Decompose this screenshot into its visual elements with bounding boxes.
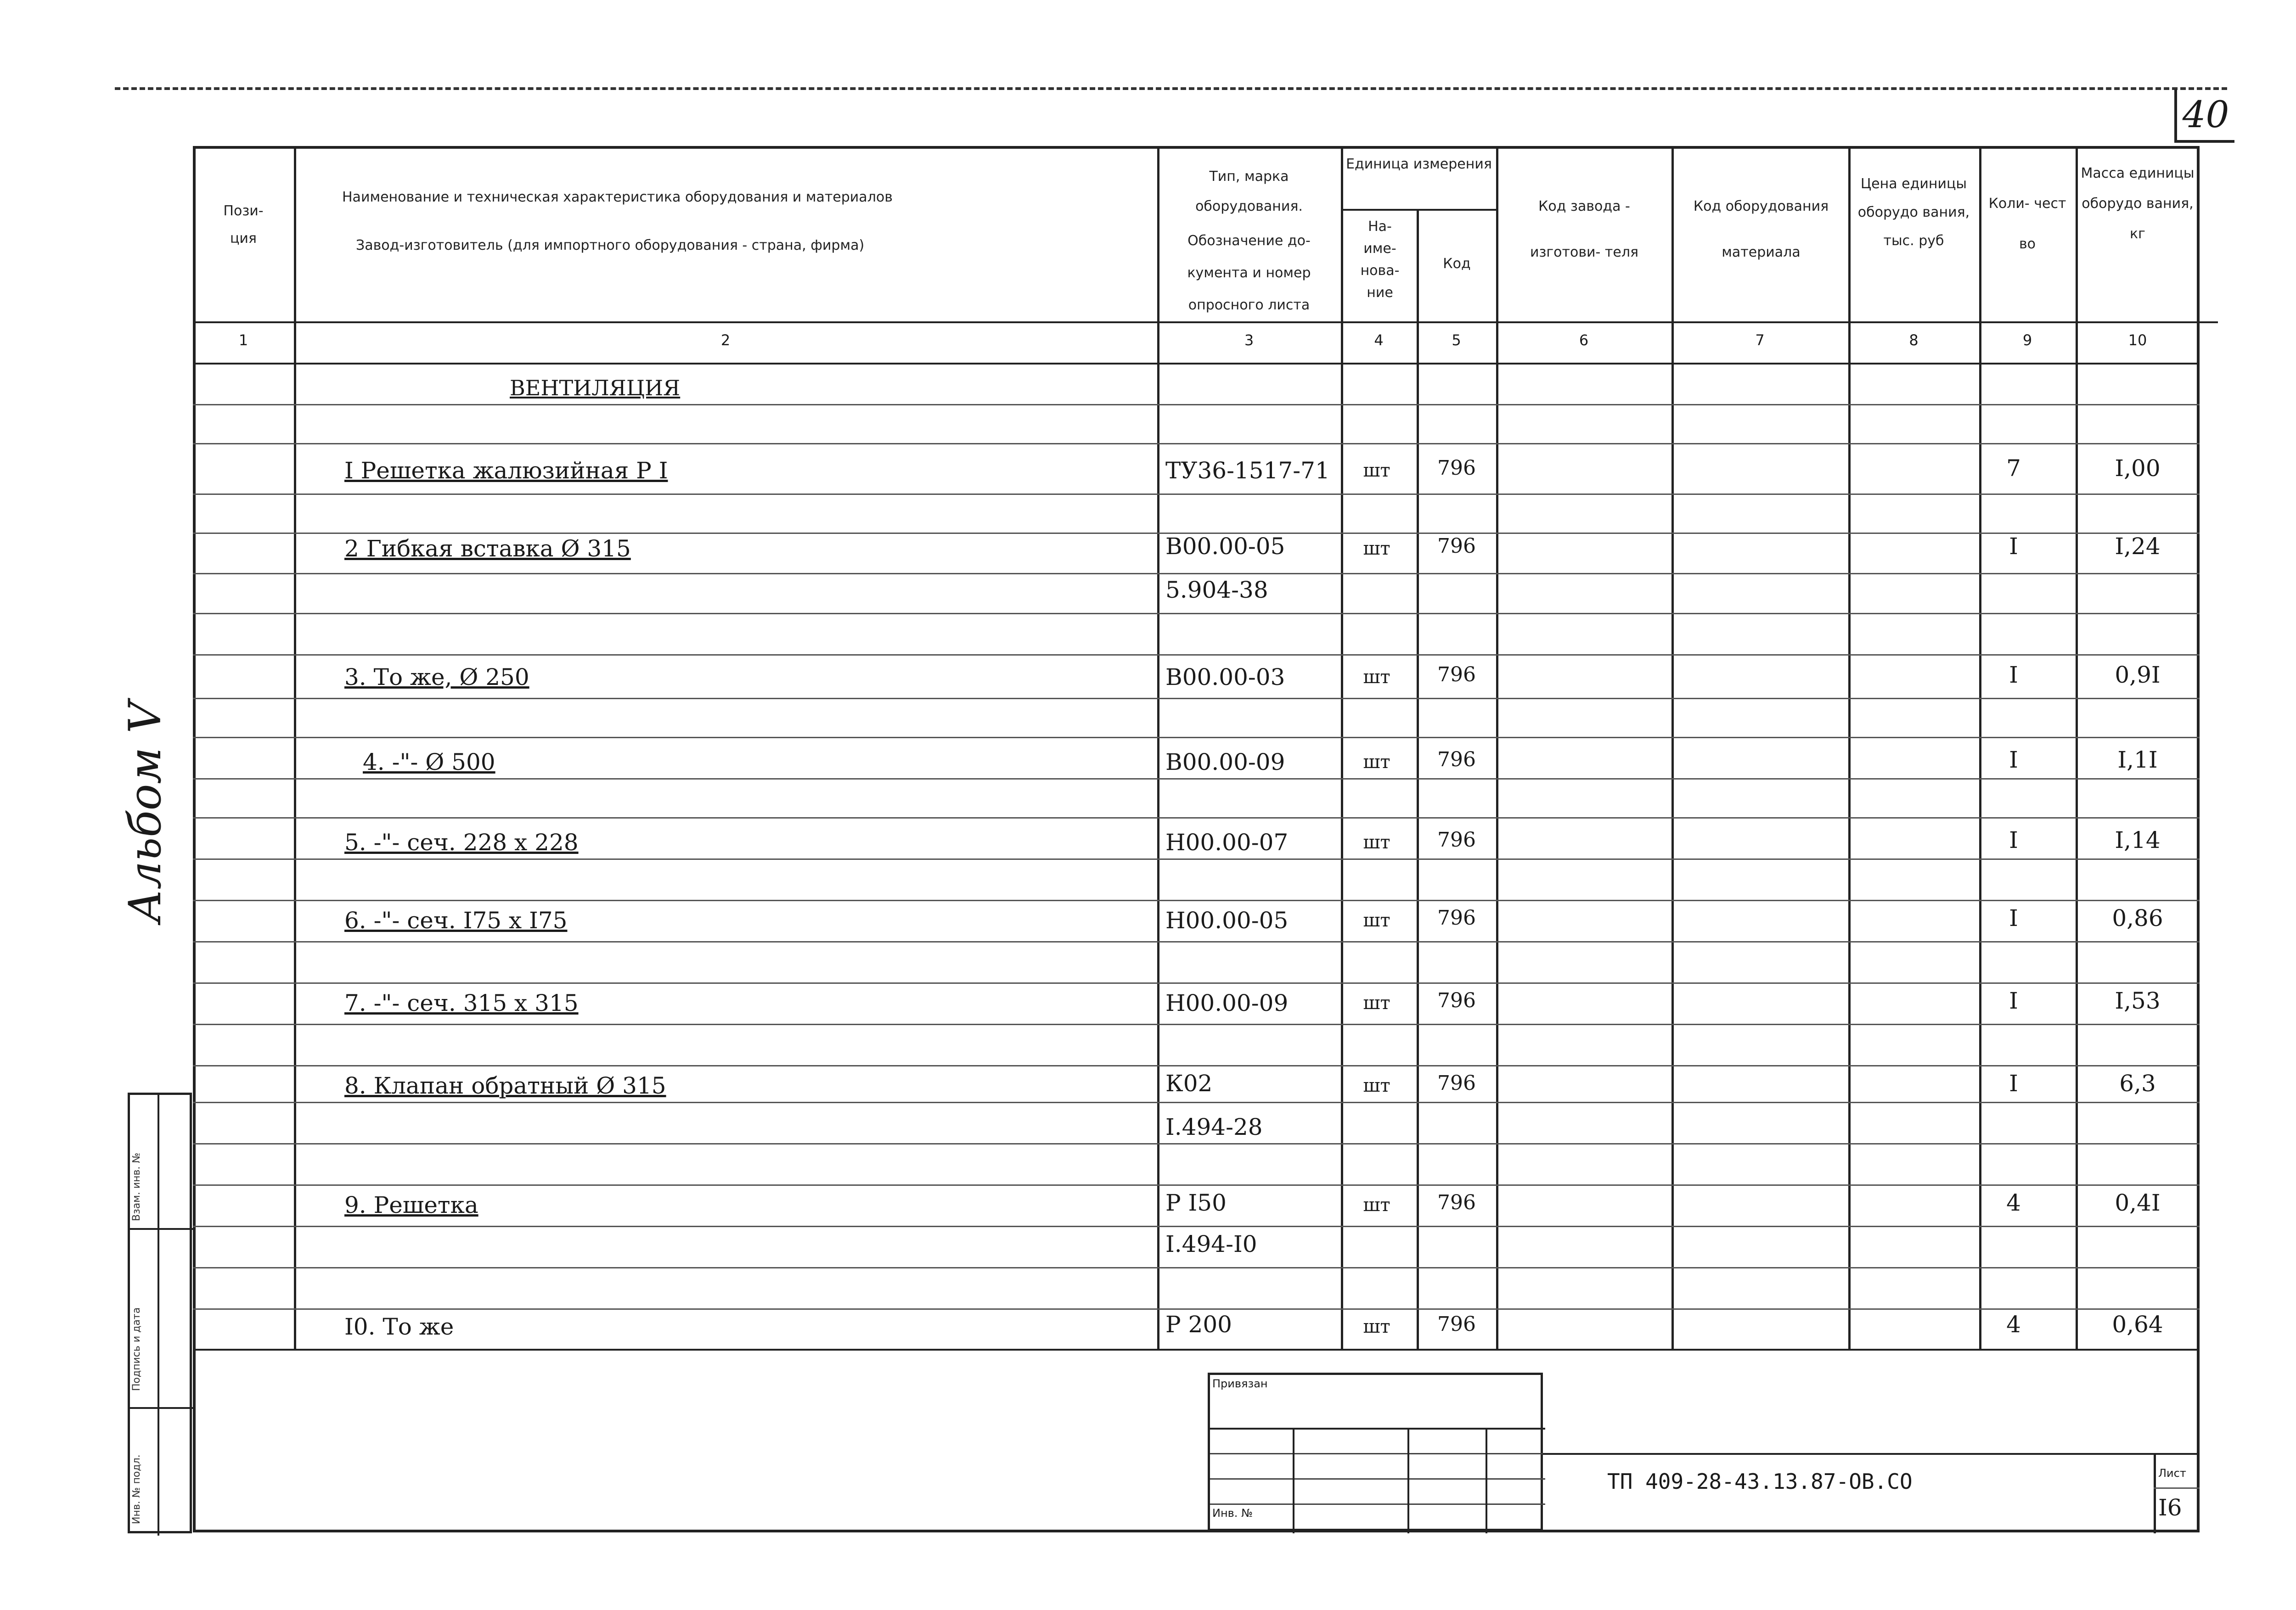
row-line bbox=[193, 941, 2200, 942]
row-8-qty: I bbox=[2009, 1070, 2018, 1097]
row-10-mass: 0,64 bbox=[2112, 1311, 2163, 1338]
col-line bbox=[1157, 146, 1159, 1349]
row-5-unit: шт bbox=[1363, 832, 1390, 853]
row-7-code: 796 bbox=[1437, 989, 1476, 1012]
row-2-mass: I,24 bbox=[2115, 533, 2161, 560]
row-line bbox=[193, 1024, 2200, 1025]
row-6-unit: шт bbox=[1363, 910, 1390, 931]
row-line bbox=[193, 778, 2200, 780]
row-2-type: В00.00-05 bbox=[1165, 533, 1285, 560]
col-line bbox=[1671, 146, 1674, 1349]
row-7-qty: I bbox=[2009, 987, 2018, 1014]
row-line bbox=[193, 1143, 2200, 1144]
header-factory-code: Код завода - изготови- теля bbox=[1530, 198, 1639, 260]
row-1-type: ТУ36-1517-71 bbox=[1165, 457, 1330, 484]
privyazan-box bbox=[1208, 1373, 1543, 1531]
row-line bbox=[193, 573, 2200, 574]
row-8-name: 8. Клапан обратный Ø 315 bbox=[344, 1072, 666, 1099]
row-1-unit: шт bbox=[1363, 460, 1390, 481]
row-9-type2: I.494-I0 bbox=[1165, 1231, 1257, 1257]
row-4-qty: I bbox=[2009, 746, 2018, 773]
row-7-unit: шт bbox=[1363, 993, 1390, 1014]
row-line bbox=[193, 737, 2200, 738]
row-3-code: 796 bbox=[1437, 663, 1476, 686]
row-line bbox=[193, 982, 2200, 984]
col-line bbox=[1341, 146, 1343, 1349]
header-type-line3: Обозначение до- bbox=[1187, 233, 1311, 249]
row-3-name: 3. То же, Ø 250 bbox=[344, 664, 529, 690]
stamp-vzam: Взам. инв. № bbox=[131, 1152, 142, 1221]
row-3-qty: I bbox=[2009, 662, 2018, 688]
row-8-mass: 6,3 bbox=[2119, 1070, 2156, 1097]
row-9-code: 796 bbox=[1437, 1191, 1476, 1214]
row-line bbox=[193, 404, 2200, 405]
album-label: Альбом V bbox=[119, 701, 171, 923]
row-4-type: В00.00-09 bbox=[1165, 749, 1285, 775]
row-line bbox=[193, 1267, 2200, 1268]
row-8-type2: I.494-28 bbox=[1165, 1114, 1263, 1140]
row-4-code: 796 bbox=[1437, 748, 1476, 771]
row-10-qty: 4 bbox=[2006, 1311, 2021, 1338]
row-8-type: К02 bbox=[1165, 1070, 1213, 1097]
header-mass: Масса единицы оборудо вания, кг bbox=[2081, 165, 2195, 242]
header-type-line5: опросного листа bbox=[1188, 297, 1310, 313]
colnum-6: 6 bbox=[1579, 331, 1589, 349]
col-line bbox=[294, 146, 296, 1349]
row-3-unit: шт bbox=[1363, 667, 1390, 688]
header-quantity: Коли- чест во bbox=[1988, 196, 2066, 252]
colnum-7: 7 bbox=[1755, 331, 1765, 349]
row-2-qty: I bbox=[2009, 533, 2018, 560]
row-10-unit: шт bbox=[1363, 1316, 1390, 1337]
header-bottom-line bbox=[193, 321, 2218, 323]
title-block-top bbox=[1543, 1453, 2200, 1455]
row-line bbox=[193, 1226, 2200, 1227]
row-7-mass: I,53 bbox=[2115, 987, 2161, 1014]
colnum-4: 4 bbox=[1374, 331, 1384, 349]
colnum-10: 10 bbox=[2128, 331, 2147, 349]
colnum-8: 8 bbox=[1909, 331, 1919, 349]
row-line bbox=[193, 1308, 2200, 1310]
col-line bbox=[1496, 146, 1498, 1349]
header-name-line2: Завод-изготовитель (для импортного оборудования - страна, фирма) bbox=[356, 237, 865, 253]
row-9-name: 9. Решетка bbox=[344, 1192, 478, 1218]
row-10-code: 796 bbox=[1437, 1313, 1476, 1336]
row-1-code: 796 bbox=[1437, 456, 1476, 480]
privyazan-label: Привязан bbox=[1212, 1377, 1268, 1390]
top-border-line bbox=[115, 87, 2227, 90]
title-block-divider bbox=[2154, 1453, 2156, 1533]
row-line bbox=[193, 698, 2200, 699]
row-5-mass: I,14 bbox=[2115, 827, 2161, 853]
header-type-line2: оборудования. bbox=[1195, 198, 1303, 214]
row-2-unit: шт bbox=[1363, 538, 1390, 559]
section-title: ВЕНТИЛЯЦИЯ bbox=[510, 376, 681, 400]
col-line bbox=[2076, 146, 2078, 1349]
row-line bbox=[193, 858, 2200, 860]
stamp-inv: Инв. № подл. bbox=[131, 1454, 142, 1524]
row-6-name: 6. -"- сеч. I75 х I75 bbox=[344, 907, 568, 934]
row-6-type: Н00.00-05 bbox=[1165, 907, 1289, 934]
row-9-mass: 0,4I bbox=[2115, 1189, 2161, 1216]
row-line bbox=[193, 1184, 2200, 1186]
row-6-qty: I bbox=[2009, 905, 2018, 931]
row-6-mass: 0,86 bbox=[2112, 905, 2163, 931]
row-line bbox=[193, 817, 2200, 819]
row-line bbox=[193, 494, 2200, 495]
row-3-mass: 0,9I bbox=[2115, 662, 2161, 688]
header-name-line1: Наименование и техническая характеристика оборудования и материалов bbox=[342, 189, 893, 205]
row-1-mass: I,00 bbox=[2115, 455, 2161, 482]
row-6-code: 796 bbox=[1437, 906, 1476, 930]
header-unit-group: Единица измерения bbox=[1346, 156, 1492, 172]
row-1-qty: 7 bbox=[2006, 455, 2021, 482]
colnum-3: 3 bbox=[1244, 331, 1254, 349]
row-4-mass: I,1I bbox=[2117, 746, 2158, 773]
document-code: ТП 409-28-43.13.87-ОВ.СО bbox=[1607, 1469, 1913, 1494]
row-5-type: Н00.00-07 bbox=[1165, 829, 1289, 856]
list-number: I6 bbox=[2158, 1494, 2182, 1521]
colnum-1: 1 bbox=[238, 331, 248, 349]
header-unit-code: Код bbox=[1443, 256, 1471, 272]
inv-no-label: Инв. № bbox=[1212, 1507, 1253, 1520]
header-equipment-code: Код оборудования материала bbox=[1693, 198, 1829, 260]
row-line bbox=[193, 443, 2200, 444]
colnum-2: 2 bbox=[720, 331, 731, 349]
row-9-qty: 4 bbox=[2006, 1189, 2021, 1216]
row-line bbox=[193, 613, 2200, 614]
row-7-name: 7. -"- сеч. 315 х 315 bbox=[344, 990, 579, 1016]
row-2-code: 796 bbox=[1437, 534, 1476, 558]
row-9-unit: шт bbox=[1363, 1195, 1390, 1216]
header-type-line1: Тип, марка bbox=[1209, 168, 1289, 185]
row-9-type: Р I50 bbox=[1165, 1189, 1227, 1216]
row-line bbox=[193, 1065, 2200, 1066]
table-body-bottom bbox=[193, 1349, 2200, 1351]
row-4-unit: шт bbox=[1363, 752, 1390, 773]
colnum-9: 9 bbox=[2022, 331, 2032, 349]
row-1-name: I Решетка жалюзийная Р I bbox=[344, 457, 668, 484]
header-position: Пози- ция bbox=[223, 203, 264, 247]
row-line bbox=[193, 654, 2200, 656]
list-label-line bbox=[2154, 1487, 2200, 1489]
row-8-code: 796 bbox=[1437, 1071, 1476, 1095]
row-line bbox=[193, 900, 2200, 901]
stamp-podpis: Подпись и дата bbox=[131, 1307, 142, 1391]
row-2-type2: 5.904-38 bbox=[1165, 577, 1268, 603]
row-10-type: Р 200 bbox=[1165, 1311, 1232, 1338]
row-2-name: 2 Гибкая вставка Ø 315 bbox=[344, 535, 631, 562]
header-unit-name: На- име- нова- ние bbox=[1360, 219, 1400, 301]
sheet-number: 40 bbox=[2174, 90, 2234, 143]
col-line bbox=[1848, 146, 1851, 1349]
column-numbers-line bbox=[193, 363, 2200, 365]
row-7-type: Н00.00-09 bbox=[1165, 990, 1289, 1016]
row-8-unit: шт bbox=[1363, 1075, 1390, 1096]
row-5-code: 796 bbox=[1437, 828, 1476, 852]
header-type-line4: кумента и номер bbox=[1187, 265, 1311, 281]
row-5-qty: I bbox=[2009, 827, 2018, 853]
row-3-type: В00.00-03 bbox=[1165, 664, 1285, 690]
header-price: Цена единицы оборудо вания, тыс. руб bbox=[1857, 176, 1970, 249]
colnum-5: 5 bbox=[1452, 331, 1461, 349]
row-line bbox=[193, 1102, 2200, 1103]
list-label: Лист bbox=[2158, 1467, 2186, 1480]
row-4-name: 4. -"- Ø 500 bbox=[363, 749, 495, 775]
row-5-name: 5. -"- сеч. 228 х 228 bbox=[344, 829, 579, 856]
unit-group-line bbox=[1341, 209, 1496, 211]
row-10-name: I0. То же bbox=[344, 1313, 454, 1340]
